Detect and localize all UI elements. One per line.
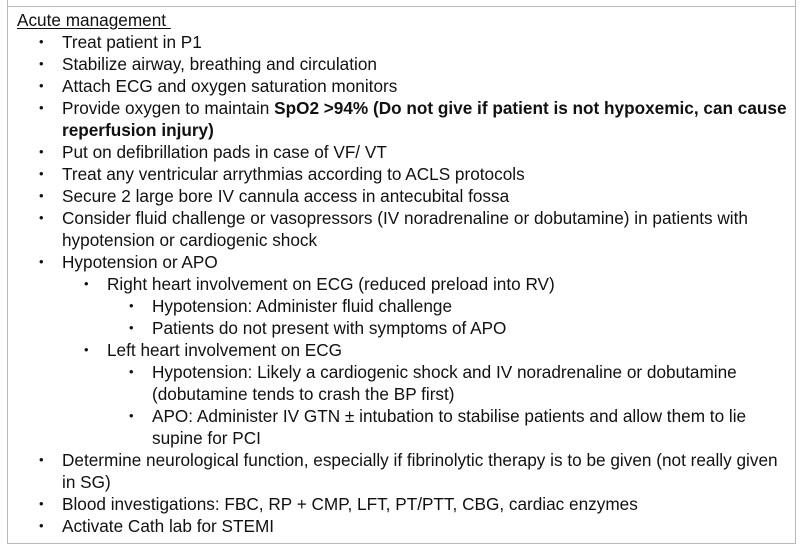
item-text: Provide oxygen to maintain	[62, 98, 275, 118]
bullet-icon: •	[84, 276, 89, 291]
item-text: Attach ECG and oxygen saturation monitors	[62, 76, 398, 96]
sub-sub-list-item	[107, 361, 792, 405]
item-text: Treat patient in P1	[62, 32, 202, 52]
bullet-icon: •	[39, 144, 44, 159]
sub-sub-item-text: Patients do not present with symptoms of APO	[152, 318, 507, 338]
bullet-icon: •	[39, 188, 44, 203]
sub-item-text: Right heart involvement on ECG (reduced preload into RV)	[107, 274, 555, 294]
management-list	[17, 31, 792, 537]
list-item	[17, 97, 792, 141]
sub-sub-list-item	[107, 295, 792, 317]
section-heading: Acute management	[17, 10, 171, 30]
list-item	[17, 449, 792, 493]
bullet-icon: •	[129, 298, 134, 313]
bullet-icon: •	[39, 254, 44, 269]
item-text: Hypotension or APO	[62, 252, 218, 272]
sub-list-item	[62, 339, 792, 449]
sub-item-text: Left heart involvement on ECG	[107, 340, 343, 360]
item-text: Secure 2 large bore IV cannula access in antecubital fossa	[62, 186, 510, 206]
bullet-icon: •	[129, 364, 134, 379]
list-item	[17, 141, 792, 163]
sub-list	[17, 273, 792, 449]
list-item	[17, 31, 792, 53]
list-item	[17, 75, 792, 97]
sub-sub-list-item	[107, 405, 792, 449]
sub-sub-item-text: Hypotension: Likely a cardiogenic shock and IV noradrenaline or dobutamine (dobutamine tends to crash the BP first)	[152, 362, 737, 404]
sub-sub-list	[62, 295, 792, 339]
item-text: Determine neurological function, especially if fibrinolytic therapy is to be given (not really given in SG)	[62, 450, 778, 492]
item-text: Put on defibrillation pads in case of VF/ VT	[62, 142, 387, 162]
bullet-icon: •	[39, 452, 44, 467]
bullet-icon: •	[39, 518, 44, 533]
list-item	[17, 251, 792, 449]
bullet-icon: •	[39, 166, 44, 181]
sub-sub-list	[62, 361, 792, 449]
list-item	[17, 185, 792, 207]
bullet-icon: •	[39, 34, 44, 49]
list-item	[17, 493, 792, 515]
bullet-icon: •	[39, 210, 44, 225]
bullet-icon: •	[39, 100, 44, 115]
sub-list-item	[62, 273, 792, 339]
bullet-icon: •	[39, 78, 44, 93]
list-item	[17, 207, 792, 251]
item-text: Stabilize airway, breathing and circulation	[62, 54, 377, 74]
bullet-icon: •	[129, 320, 134, 335]
list-item	[17, 53, 792, 75]
acute-management-section	[17, 9, 792, 537]
list-item	[17, 515, 792, 537]
sub-sub-item-text: APO: Administer IV GTN ± intubation to stabilise patients and allow them to lie supine for PCI	[152, 406, 747, 448]
bullet-icon: •	[39, 56, 44, 71]
item-text: Activate Cath lab for STEMI	[62, 516, 275, 536]
sub-sub-list-item	[107, 317, 792, 339]
bullet-icon: •	[129, 408, 134, 423]
item-text-bold: SpO2 >94% (Do not give if patient is not hypoxemic, can cause reperfusion injury)	[62, 98, 787, 140]
list-item	[17, 163, 792, 185]
sub-sub-item-text: Hypotension: Administer fluid challenge	[152, 296, 453, 316]
bullet-icon: •	[39, 496, 44, 511]
bullet-icon: •	[84, 342, 89, 357]
item-text: Treat any ventricular arrythmias according to ACLS protocols	[62, 164, 525, 184]
item-text: Blood investigations: FBC, RP + CMP, LFT, PT/PTT, CBG, cardiac enzymes	[62, 494, 638, 514]
item-text: Consider fluid challenge or vasopressors (IV noradrenaline or dobutamine) in patients with hypotension or cardiogenic shock	[62, 208, 748, 250]
